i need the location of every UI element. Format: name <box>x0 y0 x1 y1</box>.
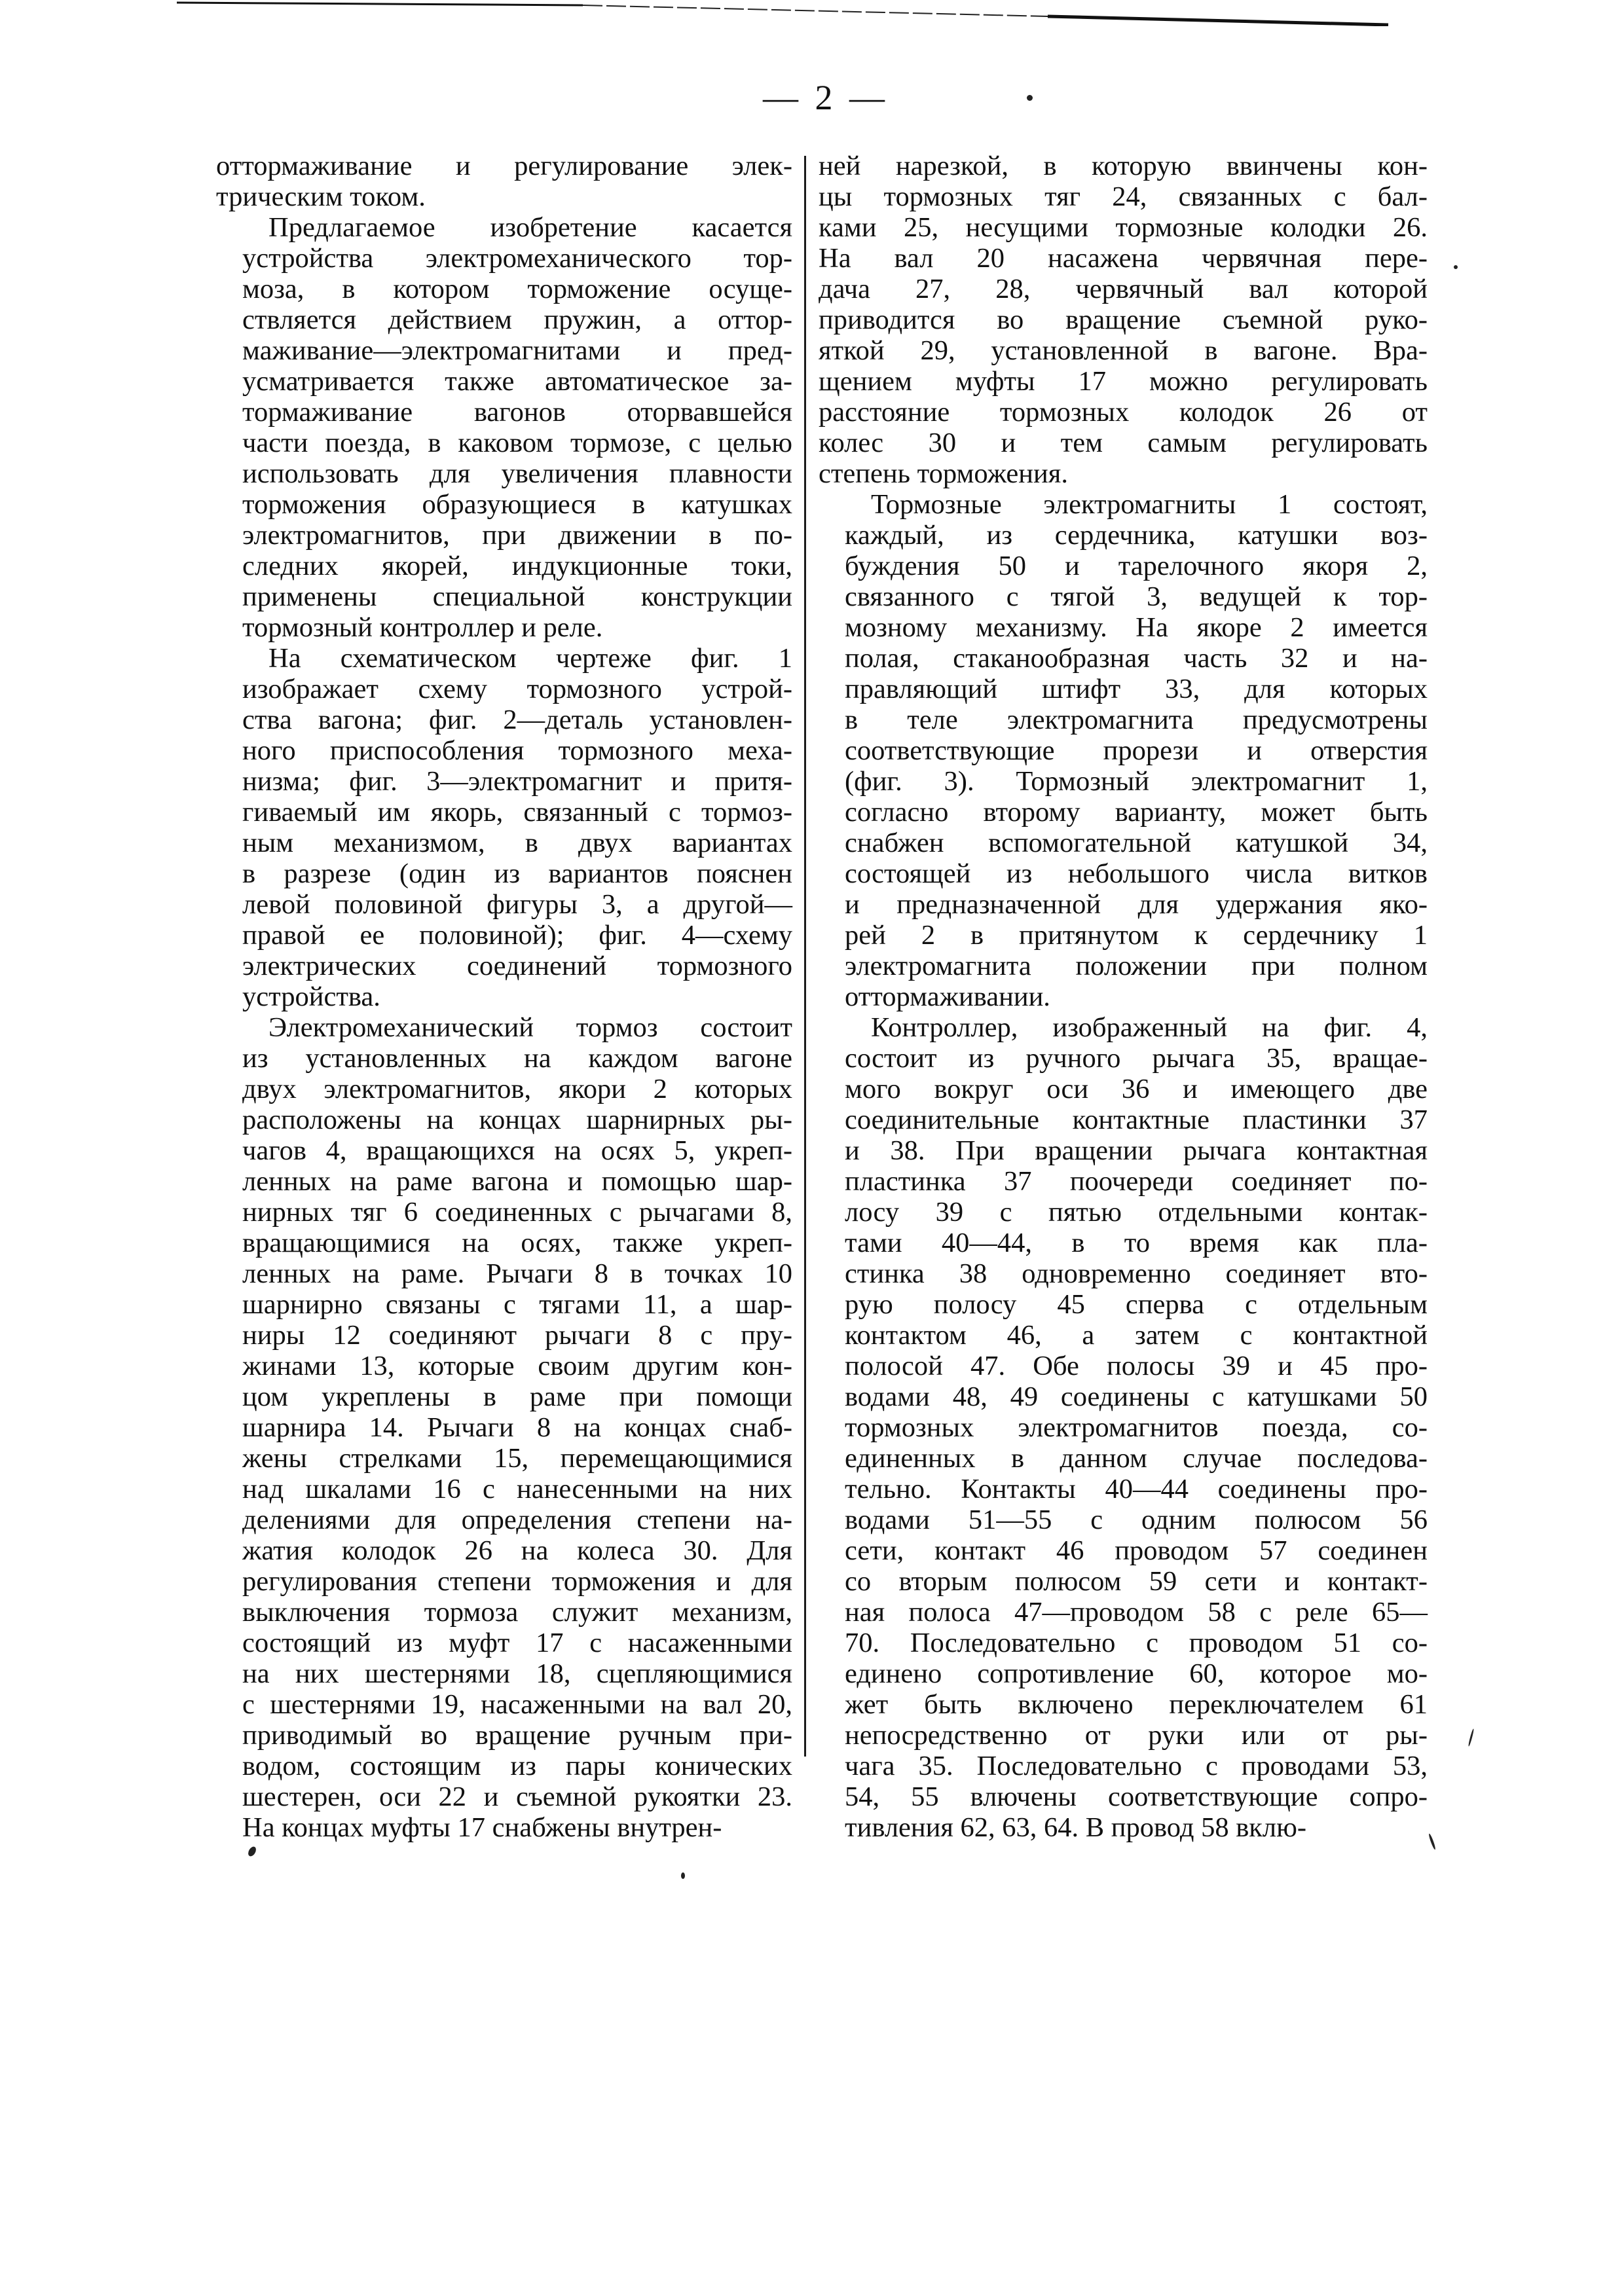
text-line: правляющий штифт 33, для которых <box>819 674 1428 704</box>
text-line: шарнирно связаны с тягами 11, а шар- <box>216 1289 792 1320</box>
text-line: водом, состоящим из пары конических <box>216 1751 792 1781</box>
paragraph <box>819 151 1428 489</box>
right-text-column <box>819 151 1428 1843</box>
text-line: над шкалами 16 с нанесенными на них <box>216 1474 792 1504</box>
text-line: и предназначенной для удержания яко- <box>819 889 1428 920</box>
text-line: усматривается также автоматическое за- <box>216 366 792 397</box>
text-line: мозному механизму. На якоре 2 имеется <box>819 612 1428 643</box>
text-line: электромагнита положении при полном <box>819 951 1428 981</box>
scan-speck <box>1027 95 1033 101</box>
text-line: регулирования степени торможения и для <box>216 1566 792 1597</box>
text-line: буждения 50 и тарелочного якоря 2, <box>819 551 1428 581</box>
text-line: шарнира 14. Рычаги 8 на концах снаб- <box>216 1412 792 1443</box>
text-line: мого вокруг оси 36 и имеющего две <box>819 1074 1428 1104</box>
text-line: 54, 55 влючены соответствующие сопро- <box>819 1781 1428 1812</box>
text-line: тельно. Контакты 40—44 соединены про- <box>819 1474 1428 1504</box>
text-line: в разрезе (один из вариантов пояснен <box>216 858 792 889</box>
paragraph <box>216 151 792 212</box>
scan-top-edge-line <box>177 0 1552 26</box>
text-line: вращающимися на осях, также укреп- <box>216 1228 792 1258</box>
text-line: единенных в данном случае последова- <box>819 1443 1428 1474</box>
text-line: и 38. При вращении рычага контактная <box>819 1135 1428 1166</box>
text-line: соответствующие прорези и отверстия <box>819 735 1428 766</box>
text-line: ная полоса 47—проводом 58 с реле 65— <box>819 1597 1428 1628</box>
text-line: пластинка 37 поочереди соединяет по- <box>819 1166 1428 1197</box>
text-line: контактом 46, а затем с контактной <box>819 1320 1428 1351</box>
text-line: На вал 20 насажена червячная пере- <box>819 243 1428 274</box>
text-line: дача 27, 28, червячный вал которой <box>819 274 1428 304</box>
text-line: чага 35. Последовательно с проводами 53, <box>819 1751 1428 1781</box>
text-line: из установленных на каждом вагоне <box>216 1043 792 1074</box>
paragraph <box>819 489 1428 1012</box>
paragraph <box>216 643 792 1012</box>
text-line: части поезда, в каковом тормозе, с целью <box>216 428 792 458</box>
text-line: полосой 47. Обе полосы 39 и 45 про- <box>819 1351 1428 1381</box>
text-line: На схематическом чертеже фиг. 1 <box>216 643 792 674</box>
text-line: нирных тяг 6 соединенных с рычагами 8, <box>216 1197 792 1228</box>
text-line: выключения тормоза служит механизм, <box>216 1597 792 1628</box>
text-line: цы тормозных тяг 24, связанных с бал- <box>819 181 1428 212</box>
left-text-column <box>216 151 792 1843</box>
text-line: двух электромагнитов, якори 2 которых <box>216 1074 792 1104</box>
text-line: чагов 4, вращающихся на осях 5, укреп- <box>216 1135 792 1166</box>
text-line: Предлагаемое изобретение касается <box>216 212 792 243</box>
text-line: ленных на раме вагона и помощью шар- <box>216 1166 792 1197</box>
text-line: рую полосу 45 сперва с отдельным <box>819 1289 1428 1320</box>
text-line: (фиг. 3). Тормозный электромагнит 1, <box>819 766 1428 797</box>
text-line: оттормаживании. <box>819 981 1428 1012</box>
text-line: согласно второму варианту, может быть <box>819 797 1428 828</box>
text-line: ного приспособления тормозного меха- <box>216 735 792 766</box>
text-line: устройства электромеханического тор- <box>216 243 792 274</box>
scan-speck <box>1454 265 1458 269</box>
text-line: колес 30 и тем самым регулировать <box>819 428 1428 458</box>
text-line: правой ее половиной); фиг. 4—схему <box>216 920 792 951</box>
text-line: жинами 13, которые своим другим кон- <box>216 1351 792 1381</box>
text-line: в теле электромагнита предусмотрены <box>819 704 1428 735</box>
text-line: следних якорей, индукционные токи, <box>216 551 792 581</box>
text-line: расположены на концах шарнирных ры- <box>216 1104 792 1135</box>
text-line: состоит из ручного рычага 35, вращае- <box>819 1043 1428 1074</box>
text-line: цом укреплены в раме при помощи <box>216 1381 792 1412</box>
text-line: рей 2 в притянутом к сердечнику 1 <box>819 920 1428 951</box>
text-line: жатия колодок 26 на колеса 30. Для <box>216 1535 792 1566</box>
text-line: ниры 12 соединяют рычаги 8 с пру- <box>216 1320 792 1351</box>
text-line: Тормозные электромагниты 1 состоят, <box>819 489 1428 520</box>
text-line: трическим током. <box>216 181 792 212</box>
text-line: электрических соединений тормозного <box>216 951 792 981</box>
text-line: устройства. <box>216 981 792 1012</box>
text-line: расстояние тормозных колодок 26 от <box>819 397 1428 428</box>
text-line: ками 25, несущими тормозные колодки 26. <box>819 212 1428 243</box>
text-line: ленных на раме. Рычаги 8 в точках 10 <box>216 1258 792 1289</box>
text-line: единено сопротивление 60, которое мо- <box>819 1658 1428 1689</box>
text-line: связанного с тягой 3, ведущей к тор- <box>819 581 1428 612</box>
text-line: шестерен, оси 22 и съемной рукоятки 23. <box>216 1781 792 1812</box>
text-line: жет быть включено переключателем 61 <box>819 1689 1428 1720</box>
text-line: стинка 38 одновременно соединяет вто- <box>819 1258 1428 1289</box>
paragraph <box>216 212 792 643</box>
text-line: торможения образующиеся в катушках <box>216 489 792 520</box>
text-line: сети, контакт 46 проводом 57 соединен <box>819 1535 1428 1566</box>
text-line: тами 40—44, в то время как пла- <box>819 1228 1428 1258</box>
text-line: полая, стаканообразная часть 32 и на- <box>819 643 1428 674</box>
text-line: оттормаживание и регулирование элек- <box>216 151 792 181</box>
text-line: снабжен вспомогательной катушкой 34, <box>819 828 1428 858</box>
text-line: На концах муфты 17 снабжены внутрен- <box>216 1812 792 1843</box>
text-line: низма; фиг. 3—электромагнит и притя- <box>216 766 792 797</box>
text-line: ным механизмом, в двух вариантах <box>216 828 792 858</box>
text-line: состоящий из муфт 17 с насаженными <box>216 1628 792 1658</box>
text-line: ствляется действием пружин, а оттор- <box>216 304 792 335</box>
page-number: — 2 — <box>763 77 889 118</box>
text-line: электромагнитов, при движении в по- <box>216 520 792 551</box>
text-line: со вторым полюсом 59 сети и контакт- <box>819 1566 1428 1597</box>
text-line: тормаживание вагонов оторвавшейся <box>216 397 792 428</box>
text-line: ней нарезкой, в которую ввинчены кон- <box>819 151 1428 181</box>
text-line: соединительные контактные пластинки 37 <box>819 1104 1428 1135</box>
text-line: на них шестернями 18, сцепляющимися <box>216 1658 792 1689</box>
scan-speck <box>1428 1833 1437 1850</box>
text-line: использовать для увеличения плавности <box>216 458 792 489</box>
text-line: степень торможения. <box>819 458 1428 489</box>
text-line: Электромеханический тормоз состоит <box>216 1012 792 1043</box>
text-line: гиваемый им якорь, связанный с тормоз- <box>216 797 792 828</box>
text-line: яткой 29, установленной в вагоне. Вра- <box>819 335 1428 366</box>
scan-speck <box>681 1872 685 1879</box>
text-line: водами 48, 49 соединены с катушками 50 <box>819 1381 1428 1412</box>
text-line: применены специальной конструкции <box>216 581 792 612</box>
text-line: Контроллер, изображенный на фиг. 4, <box>819 1012 1428 1043</box>
text-line: левой половиной фигуры 3, а другой— <box>216 889 792 920</box>
text-line: жены стрелками 15, перемещающимися <box>216 1443 792 1474</box>
text-line: делениями для определения степени на- <box>216 1504 792 1535</box>
text-line: непосредственно от руки или от ры- <box>819 1720 1428 1751</box>
scan-speck <box>247 1846 258 1858</box>
text-line: приводимый во вращение ручным при- <box>216 1720 792 1751</box>
text-line: маживание—электромагнитами и пред- <box>216 335 792 366</box>
paragraph <box>216 1012 792 1843</box>
text-line: ства вагона; фиг. 2—деталь установлен- <box>216 704 792 735</box>
text-line: 70. Последовательно с проводом 51 со- <box>819 1628 1428 1658</box>
text-line: водами 51—55 с одним полюсом 56 <box>819 1504 1428 1535</box>
text-line: состоящей из небольшого числа витков <box>819 858 1428 889</box>
text-line: с шестернями 19, насаженными на вал 20, <box>216 1689 792 1720</box>
text-line: лосу 39 с пятью отдельными контак- <box>819 1197 1428 1228</box>
text-line: приводится во вращение съемной руко- <box>819 304 1428 335</box>
text-line: тормозных электромагнитов поезда, со- <box>819 1412 1428 1443</box>
paragraph <box>819 1012 1428 1843</box>
text-line: каждый, из сердечника, катушки воз- <box>819 520 1428 551</box>
text-line: тормозный контроллер и реле. <box>216 612 792 643</box>
text-line: моза, в котором торможение осуще- <box>216 274 792 304</box>
scan-speck <box>1467 1728 1474 1747</box>
text-line: щением муфты 17 можно регулировать <box>819 366 1428 397</box>
text-line: тивления 62, 63, 64. В провод 58 вклю- <box>819 1812 1428 1843</box>
column-divider <box>804 156 806 1757</box>
text-line: изображает схему тормозного устрой- <box>216 674 792 704</box>
